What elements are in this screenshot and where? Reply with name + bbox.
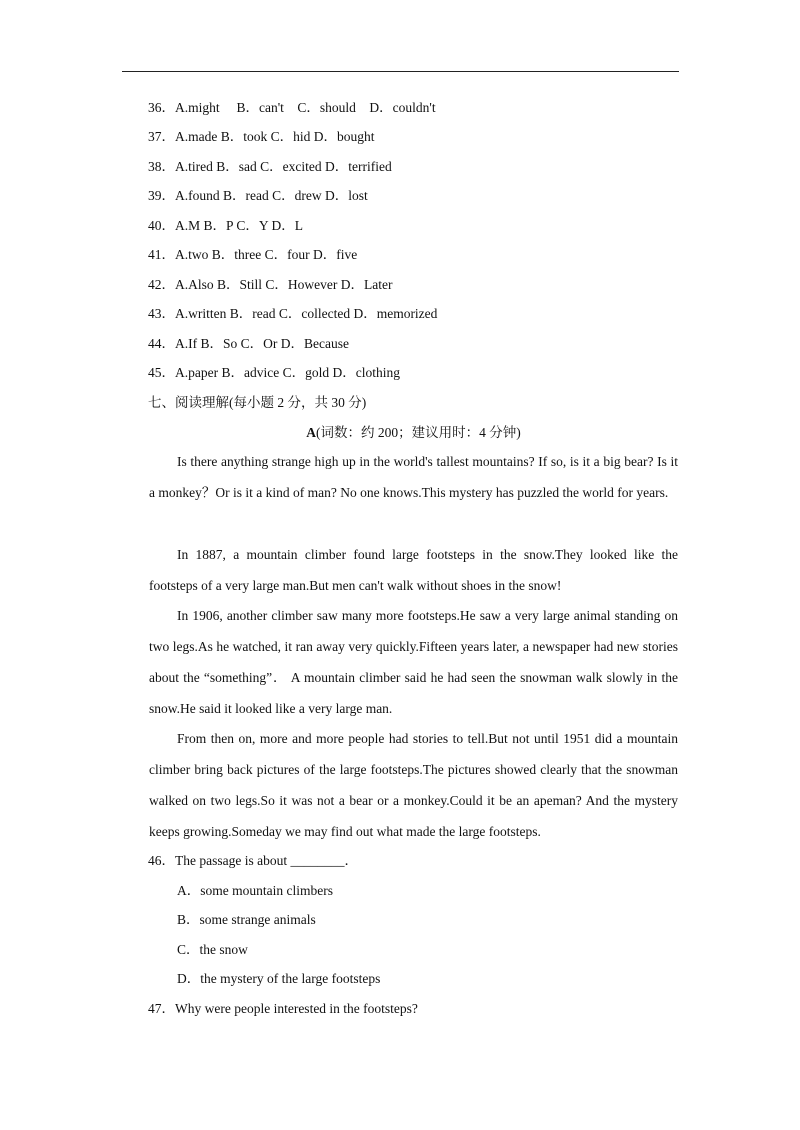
header-rule <box>122 71 679 72</box>
mc-item-40: 40．A.M B．P C．Y D．L <box>148 218 304 233</box>
question-46-option-d: D．the mystery of the large footsteps <box>177 971 381 986</box>
passage-paragraph-4: From then on, more and more people had stories to tell.But not until 1951 did a mountain climber bring back pictures of the large footsteps.The pictures showed clearly that the snowman walked on two legs.So it was not a bear or a monkey.Could it be an apeman? And the mystery keeps growing.Someday we may find out what made the large footsteps. <box>149 731 678 839</box>
question-46-option-a: A．some mountain climbers <box>177 883 333 898</box>
question-46-option-b: B．some strange animals <box>177 912 316 927</box>
mc-item-38: 38．A.tired B．sad C．excited D．terrified <box>148 159 392 174</box>
passage-paragraph-3: In 1906, another climber saw many more footsteps.He saw a very large animal standing on two legs.As he watched, it ran away very quickly.Fifteen years later, a newspaper had new stories about the “something”． A mountain climber said he had seen the snowman walk slowly in the snow.He said it looked like a very large man. <box>149 608 678 716</box>
mc-item-36: 36．A.might B．can't C．should D．couldn't <box>148 100 436 115</box>
passage-header <box>149 424 678 442</box>
passage-paragraph-2: In 1887, a mountain climber found large footsteps in the snow.They looked like the footsteps of a very large man.But men can't walk without shoes in the snow! <box>149 547 678 593</box>
mc-item-43: 43．A.written B．read C．collected D．memorized <box>148 306 438 321</box>
section-heading: 七、阅读理解(每小题 2 分，共 30 分) <box>148 395 367 410</box>
mc-item-41: 41．A.two B．three C．four D．five <box>148 247 358 262</box>
passage-label: A <box>306 425 316 440</box>
passage-paragraph-1: Is there anything strange high up in the world's tallest mountains? If so, is it a big bear? Is it a monkey？Or is it a kind of man? No one knows.This mystery has puzzled the world for years. <box>149 454 678 500</box>
mc-item-42: 42．A.Also B．Still C．However D．Later <box>148 277 393 292</box>
mc-item-45: 45．A.paper B．advice C．gold D．clothing <box>148 365 400 380</box>
question-47-stem: 47．Why were people interested in the footsteps? <box>148 1001 418 1016</box>
passage-info: (词数：约 200；建议用时：4 分钟) <box>316 425 521 440</box>
question-46-option-c: C．the snow <box>177 942 248 957</box>
mc-item-37: 37．A.made B．took C．hid D．bought <box>148 129 375 144</box>
mc-item-44: 44．A.If B．So C．Or D．Because <box>148 336 349 351</box>
mc-item-39: 39．A.found B．read C．drew D．lost <box>148 188 368 203</box>
question-46-stem: 46．The passage is about ________． <box>148 853 358 868</box>
